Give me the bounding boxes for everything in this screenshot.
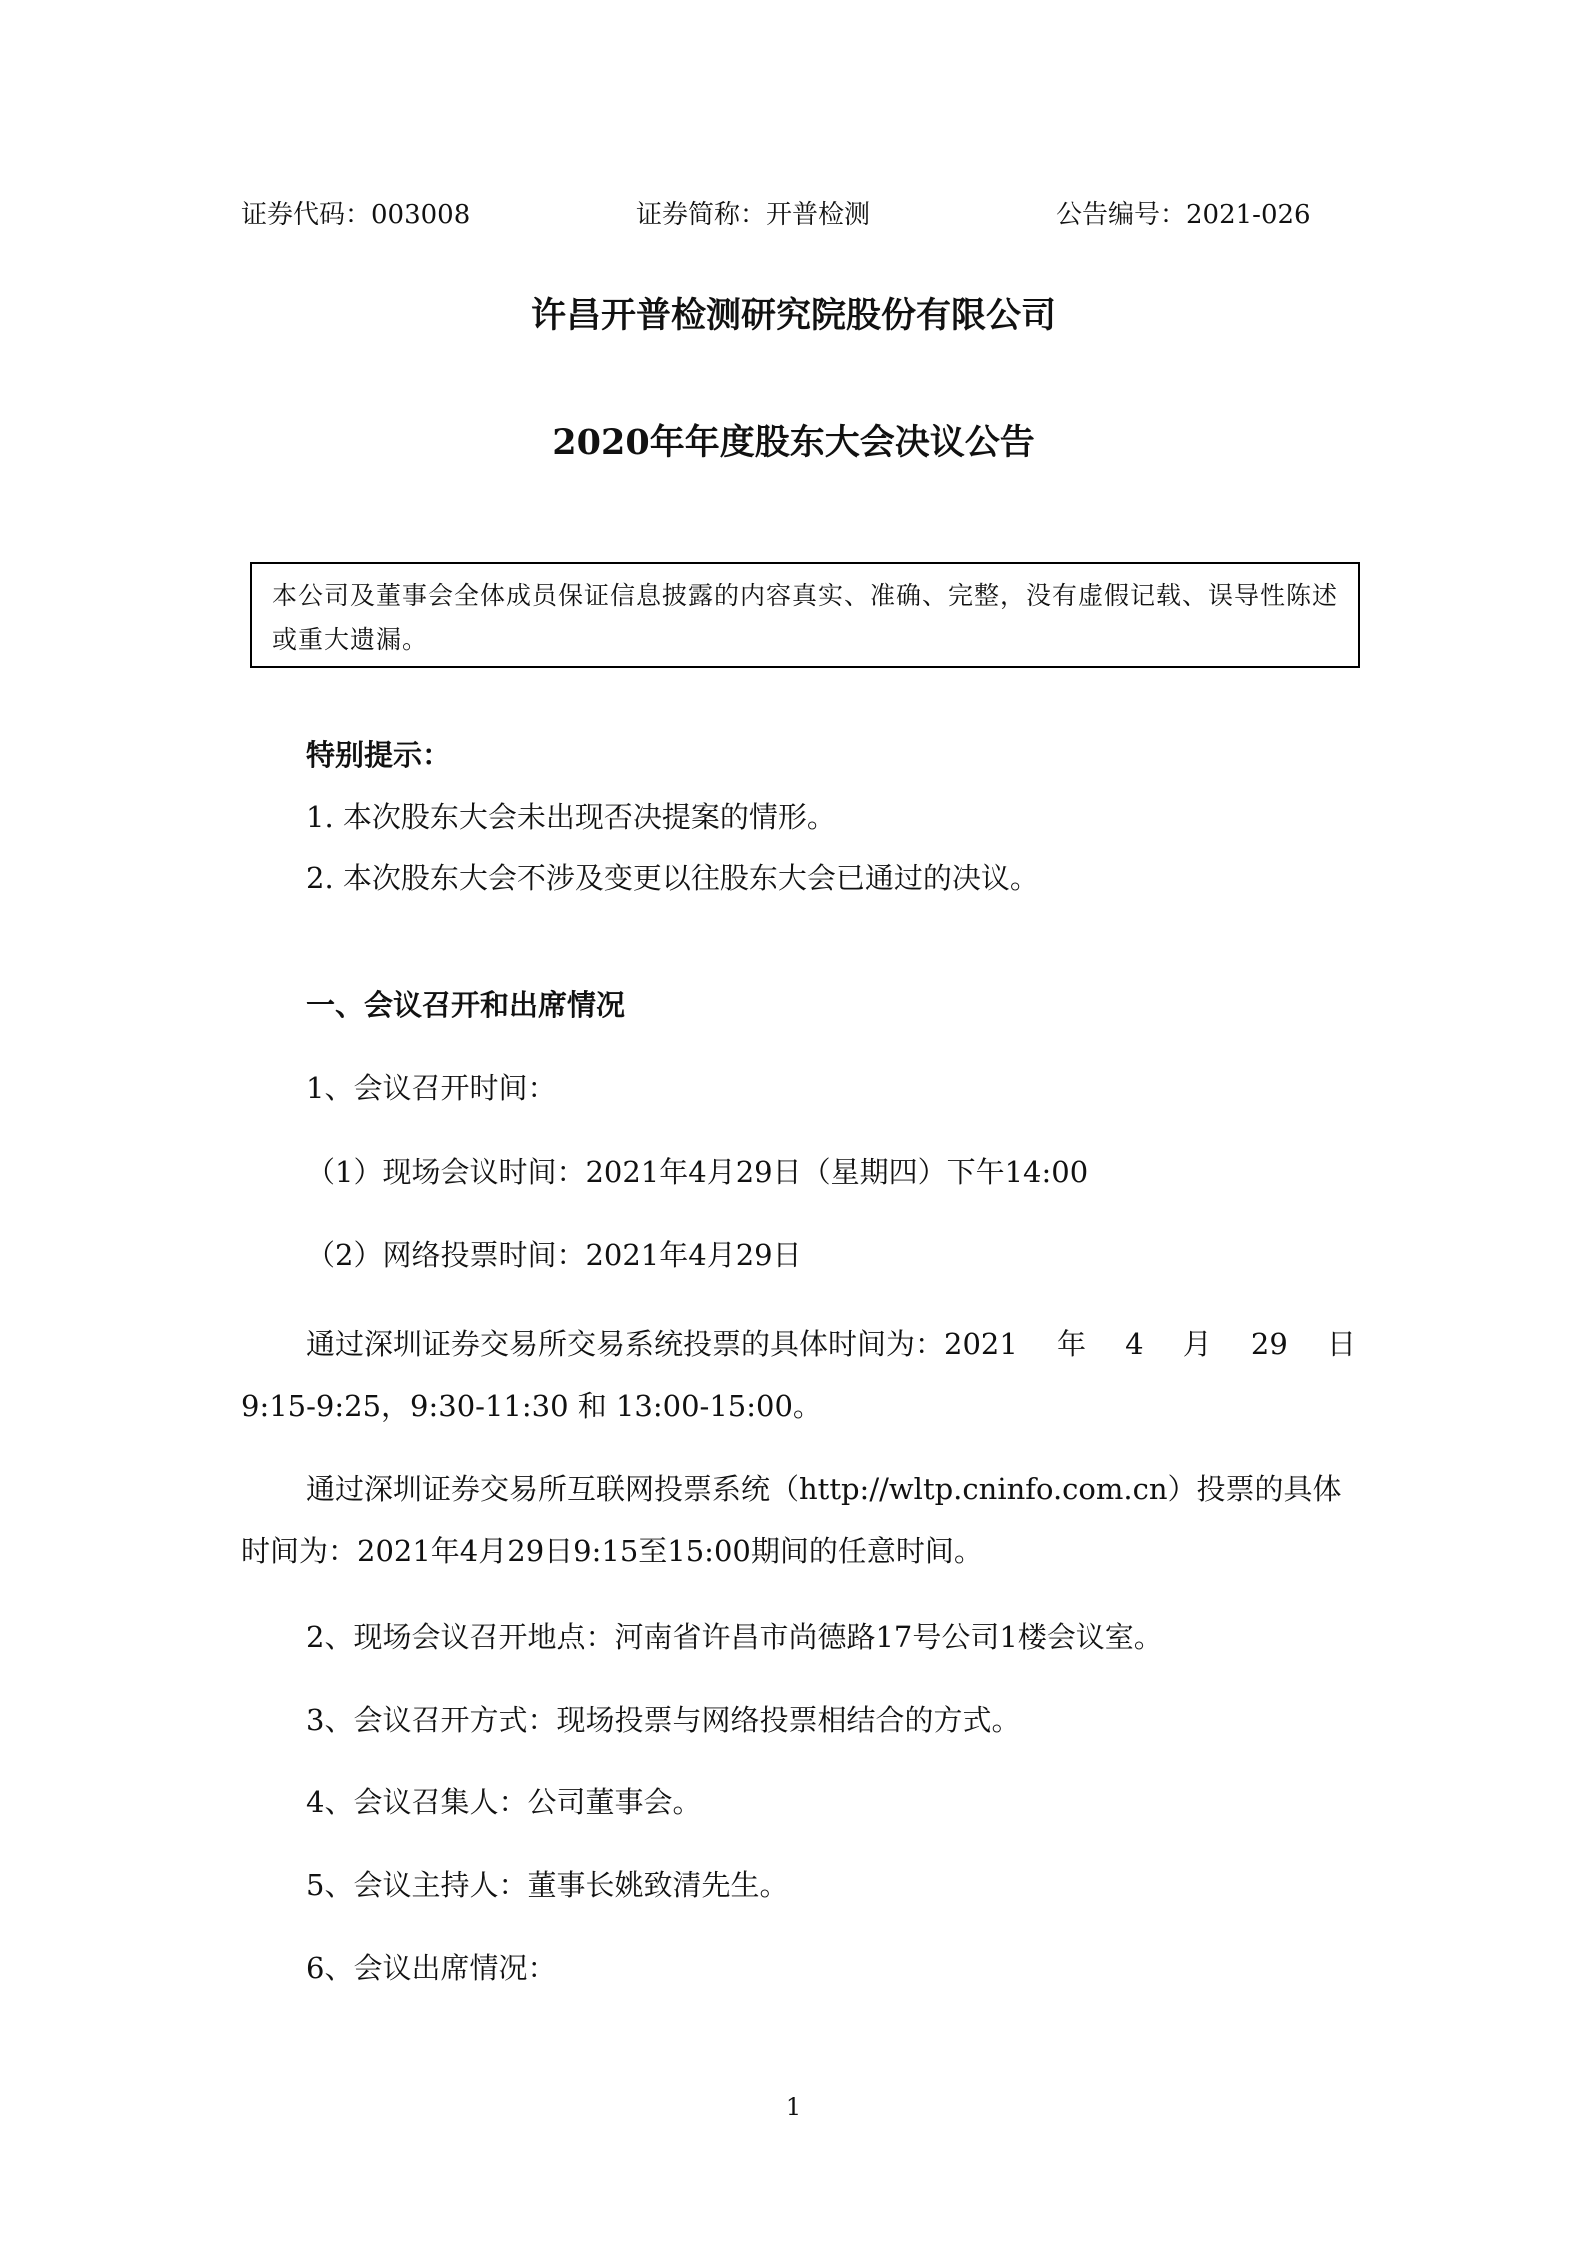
announcement-number: 公告编号：2021-026: [1056, 200, 1311, 230]
disclosure-statement-text: 本公司及董事会全体成员保证信息披露的内容真实、准确、完整，没有虚假记载、误导性陈述或重大遗漏。: [272, 581, 1339, 654]
szse-internet-voting-paragraph: 通过深圳证券交易所互联网投票系统（http://wltp.cninfo.com.cn）投票的具体时间为：2021年4月29日9:15至15:00期间的任意时间。: [241, 1472, 1342, 1568]
meeting-attendance-label: 6、会议出席情况：: [306, 1951, 557, 1985]
meeting-convener: 4、会议召集人：公司董事会。: [306, 1785, 702, 1819]
meeting-chairperson: 5、会议主持人：董事长姚致清先生。: [306, 1868, 789, 1902]
onsite-meeting-time: （1）现场会议时间：2021年4月29日（星期四）下午14:00: [306, 1155, 1089, 1189]
stock-abbreviation: 证券简称：开普检测: [636, 200, 871, 230]
special-tip-item: 1. 本次股东大会未出现否决提案的情形。: [306, 800, 836, 834]
disclosure-statement-box: [250, 562, 1360, 668]
szse-trading-system-paragraph: [241, 1313, 1356, 1437]
szse-trading-line-2: 9:15-9:25，9:30-11:30 和 13:00-15:00。: [241, 1389, 822, 1423]
meeting-location: 2、现场会议召开地点：河南省许昌市尚德路17号公司1楼会议室。: [306, 1620, 1163, 1654]
page-number: 1: [785, 2093, 802, 2121]
section-one-heading: 一、会议召开和出席情况: [306, 988, 626, 1022]
announcement-title: 2020年年度股东大会决议公告: [552, 422, 1035, 463]
meeting-method: 3、会议召开方式：现场投票与网络投票相结合的方式。: [306, 1703, 1021, 1737]
special-tip-item: 2. 本次股东大会不涉及变更以往股东大会已通过的决议。: [306, 861, 1039, 895]
special-tips-heading: 特别提示：: [306, 738, 452, 772]
company-name-title: 许昌开普检测研究院股份有限公司: [530, 295, 1056, 336]
meeting-time-label: 1、会议召开时间：: [306, 1071, 557, 1105]
online-voting-time: （2）网络投票时间：2021年4月29日: [306, 1238, 802, 1272]
document-header: [241, 195, 1311, 235]
stock-code: 证券代码：003008: [241, 200, 471, 230]
szse-trading-line-1: 通过深圳证券交易所交易系统投票的具体时间为：2021 年 4 月 29 日: [306, 1327, 1356, 1361]
